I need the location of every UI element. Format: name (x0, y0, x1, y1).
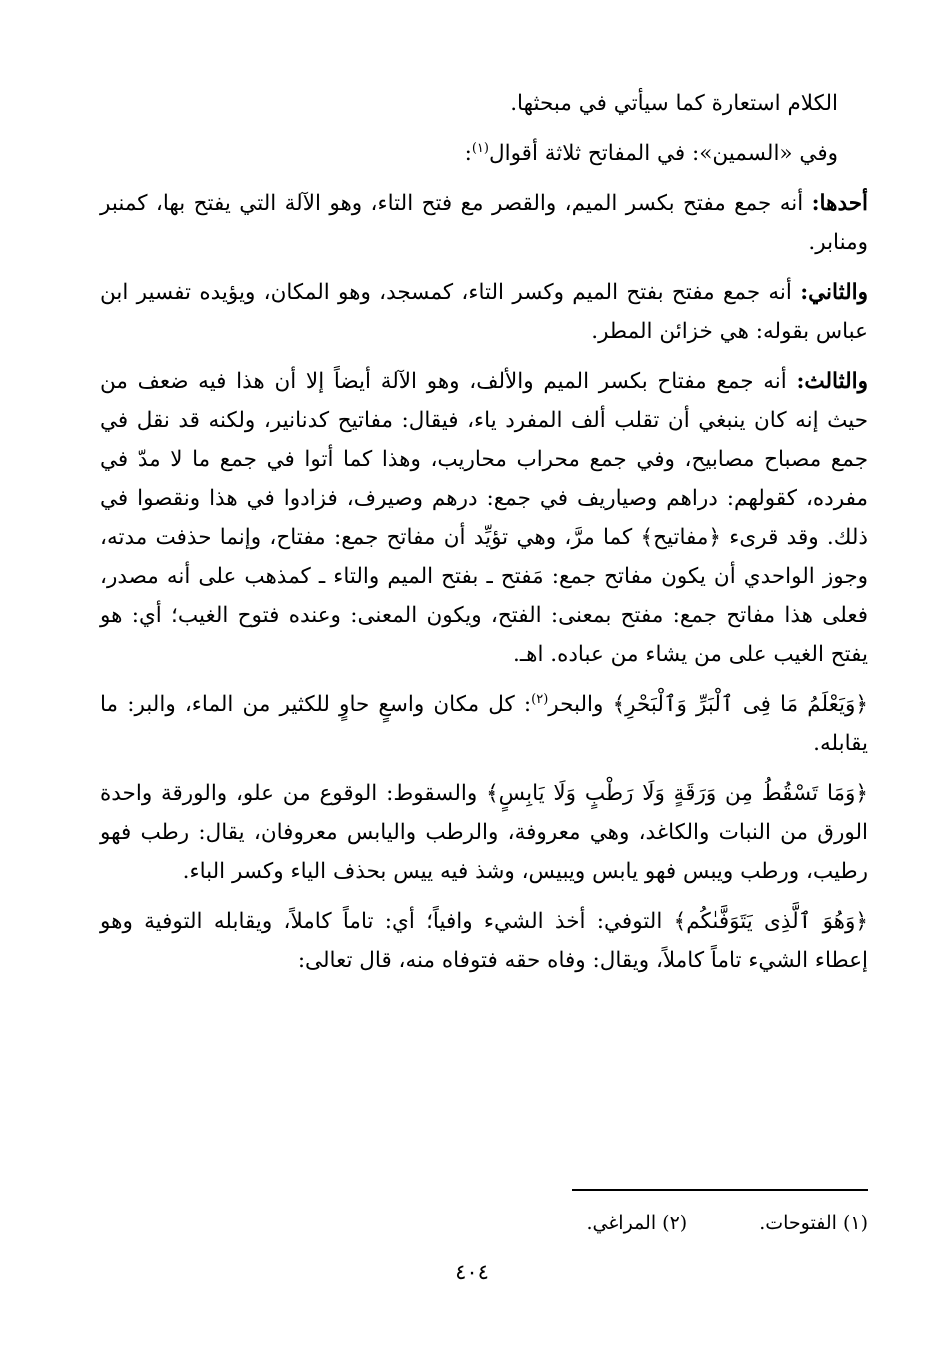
paragraph-text: والبحر (548, 692, 613, 717)
paragraph-punctuation: : (464, 141, 472, 166)
footnote-ref-2: (٢) (531, 691, 549, 707)
footnote-divider (572, 1189, 868, 1191)
paragraph-text: : كل مكان واسعٍ حاوٍ للكثير من الماء، والبر: ما يقابله. (100, 692, 868, 756)
paragraph-lead: والثالث: (796, 369, 868, 394)
main-text (100, 84, 868, 991)
paragraph-text: أنه جمع مفتاح بكسر الميم والألف، وهو الآلة أيضاً إلا أن هذا فيه ضعف من حيث إنه كان ينبغي أن تقلب ألف المفرد ياء، فيقال: مفاتيح كدنانير، ولكنه قد نقل في جمع مصباح مصابيح، وفي جمع محراب محاريب، وهذا كما أتوا في جمع ما لا مدّ في مفرده، كقولهم: دراهم وصياريف في جمع: درهم وصيرف، فزادوا في هذا ونقصوا في ذلك. وقد قرىء ﴿مفاتيح﴾ كما مرَّ، وهي تؤيِّد أن مفاتح جمع: مفتاح، وإنما حذفت مدته، وجوز الواحدي أن يكون مفاتح جمع: مَفتح ـ بفتح الميم والتاء ـ كمذهب على أنه مصدر، فعلى هذا مفاتح جمع: مفتح بمعنى: الفتح، ويكون المعنى: وعنده فتوح الغيب؛ أي: هو يفتح الغيب على من يشاء من عباده. اهـ. (100, 369, 868, 667)
paragraph-2 (100, 134, 868, 173)
footnotes (586, 1208, 868, 1238)
footnote-1: (١) الفتوحات. (759, 1212, 868, 1234)
paragraph-text: أنه جمع مفتح بكسر الميم، والقصر مع فتح التاء، وهو الآلة التي يفتح بها، كمنبر ومنابر. (100, 191, 868, 255)
paragraph-6 (100, 685, 868, 763)
footnote-2: (٢) المراغي. (586, 1212, 688, 1234)
paragraph-1 (100, 84, 868, 123)
paragraph-lead: أحدها: (811, 191, 868, 216)
quran-verse: ﴿وَيَعْلَمُ مَا فِى ٱلْبَرِّ وَٱلْبَحْرِ﴾ (612, 692, 868, 717)
quran-verse: ﴿وَمَا تَسْقُطُ مِن وَرَقَةٍ وَلَا رَطْبٍ وَلَا يَابِسٍ﴾ (486, 781, 868, 806)
paragraph-4 (100, 273, 868, 351)
paragraph-text: الكلام استعارة كما سيأتي في مبحثها. (510, 91, 838, 116)
quran-verse: ﴿وَهُوَ ٱلَّذِى يَتَوَفَّىٰكُم﴾ (673, 909, 868, 934)
page-number: ٤٠٤ (455, 1260, 489, 1284)
paragraph-text: أنه جمع مفتح بفتح الميم وكسر التاء، كمسجد، وهو المكان، ويؤيده تفسير ابن عباس بقوله: هي خزائن المطر. (100, 280, 868, 344)
paragraph-text: التوفي: أخذ الشيء وافياً؛ أي: تاماً كاملاً، ويقابله التوفية وهو إعطاء الشيء تاماً كاملاً، ويقال: وفاه حقه فتوفاه منه، قال تعالى: (100, 909, 868, 973)
paragraph-text: والسقوط: الوقوع من علو، والورقة واحدة الورق من النبات والكاغد، وهي معروفة، والرطب واليابس معروفان، يقال: رطب فهو رطيب، ورطب ويبس فهو يابس ويبيس، وشذ فيه ييس بحذف الياء وكسر الباء. (100, 781, 868, 884)
paragraph-3 (100, 184, 868, 262)
footnote-ref-1: (١) (471, 140, 489, 156)
paragraph-text: وفي «السمين»: في المفاتح ثلاثة أقوال (488, 141, 838, 166)
paragraph-7 (100, 774, 868, 891)
paragraph-lead: والثاني: (800, 280, 868, 305)
paragraph-5 (100, 362, 868, 674)
paragraph-8 (100, 902, 868, 980)
